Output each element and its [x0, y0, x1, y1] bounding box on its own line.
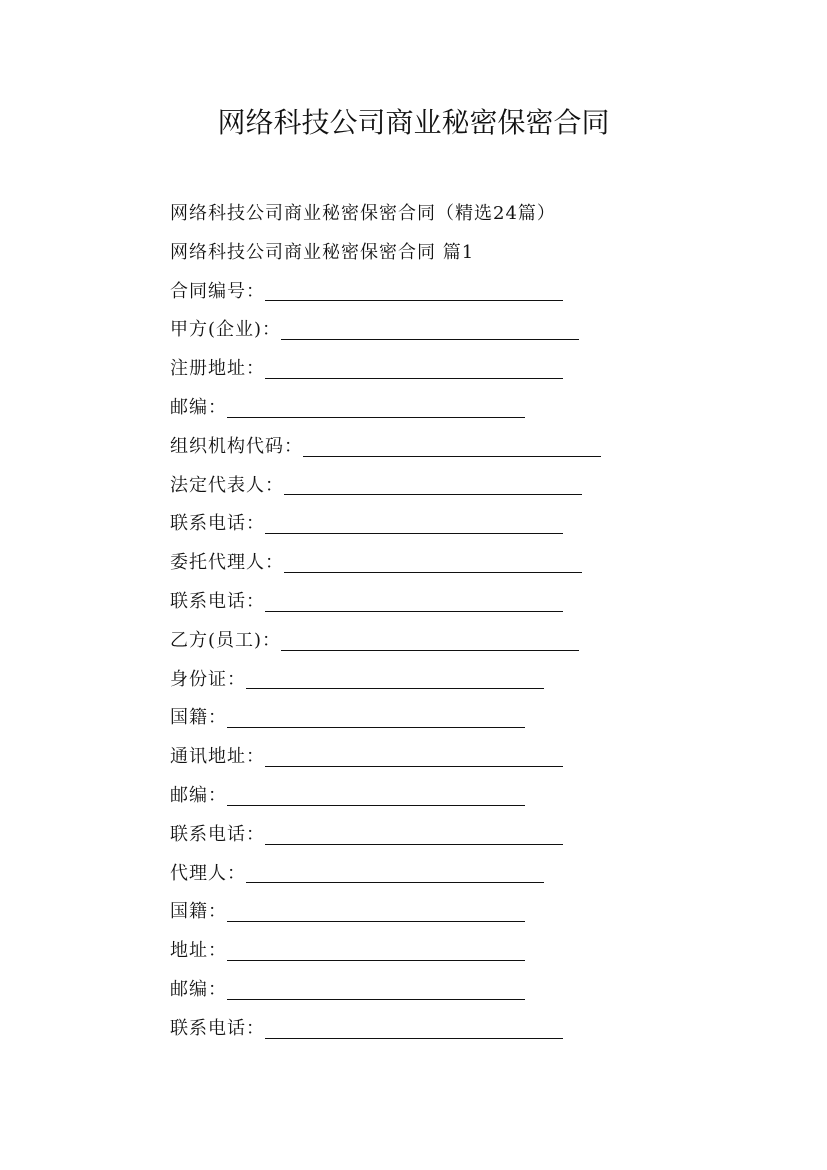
field-label: 联系电话：	[170, 823, 265, 845]
field-mailing-address	[170, 738, 730, 777]
field-authorized-agent	[170, 544, 730, 583]
fill-in-blank[interactable]	[227, 416, 525, 418]
field-label: 地址：	[170, 940, 227, 962]
field-label: 委托代理人：	[170, 552, 284, 574]
field-postcode-b	[170, 777, 730, 816]
fill-in-blank[interactable]	[281, 338, 579, 340]
field-nationality-b	[170, 699, 730, 738]
field-label: 国籍：	[170, 901, 227, 923]
field-label: 乙方(员工)：	[170, 629, 282, 651]
fill-in-blank[interactable]	[284, 493, 582, 495]
field-agent-address	[170, 932, 730, 971]
field-label: 邮编：	[170, 396, 227, 418]
field-label: 合同编号：	[170, 280, 265, 302]
field-label: 联系电话：	[170, 1017, 265, 1039]
field-label: 联系电话：	[170, 513, 265, 535]
field-agent-phone-b	[170, 1010, 730, 1049]
field-label: 邮编：	[170, 978, 227, 1000]
field-registered-address	[170, 350, 730, 389]
field-organization-code	[170, 428, 730, 467]
field-label: 法定代表人：	[170, 474, 284, 496]
fill-in-blank[interactable]	[265, 377, 563, 379]
document-body	[170, 195, 730, 1049]
intro-line: 网络科技公司商业秘密保密合同（精选24篇）	[170, 203, 556, 224]
fill-in-blank[interactable]	[281, 649, 579, 651]
field-label: 身份证：	[170, 668, 246, 690]
fill-in-blank[interactable]	[227, 726, 525, 728]
document-title: 网络科技公司商业秘密保密合同	[217, 106, 610, 139]
field-agent-phone	[170, 583, 730, 622]
field-label: 通讯地址：	[170, 746, 265, 768]
field-label: 代理人：	[170, 862, 246, 884]
fill-in-blank[interactable]	[265, 532, 563, 534]
field-postcode-a	[170, 389, 730, 428]
field-contract-number	[170, 273, 730, 312]
fill-in-blank[interactable]	[265, 1037, 563, 1039]
field-party-b	[170, 622, 730, 661]
field-label: 甲方(企业)：	[170, 319, 282, 341]
field-party-a	[170, 311, 730, 350]
fill-in-blank[interactable]	[265, 765, 563, 767]
fill-in-blank[interactable]	[284, 571, 582, 573]
fill-in-blank[interactable]	[246, 687, 544, 689]
field-phone-a	[170, 505, 730, 544]
field-agent-b	[170, 855, 730, 894]
field-label: 组织机构代码：	[170, 435, 303, 457]
field-phone-b	[170, 816, 730, 855]
field-label: 注册地址：	[170, 358, 265, 380]
fill-in-blank[interactable]	[227, 959, 525, 961]
field-label: 国籍：	[170, 707, 227, 729]
field-agent-nationality	[170, 893, 730, 932]
field-id-card	[170, 661, 730, 700]
fill-in-blank[interactable]	[227, 804, 525, 806]
fill-in-blank[interactable]	[227, 998, 525, 1000]
fill-in-blank[interactable]	[265, 843, 563, 845]
section-heading: 网络科技公司商业秘密保密合同 篇1	[170, 241, 475, 263]
field-agent-postcode	[170, 971, 730, 1010]
fill-in-blank[interactable]	[265, 299, 563, 301]
fill-in-blank[interactable]	[303, 455, 601, 457]
fill-in-blank[interactable]	[227, 920, 525, 922]
field-legal-representative	[170, 467, 730, 506]
field-label: 邮编：	[170, 784, 227, 806]
field-label: 联系电话：	[170, 590, 265, 612]
fill-in-blank[interactable]	[265, 610, 563, 612]
fill-in-blank[interactable]	[246, 881, 544, 883]
